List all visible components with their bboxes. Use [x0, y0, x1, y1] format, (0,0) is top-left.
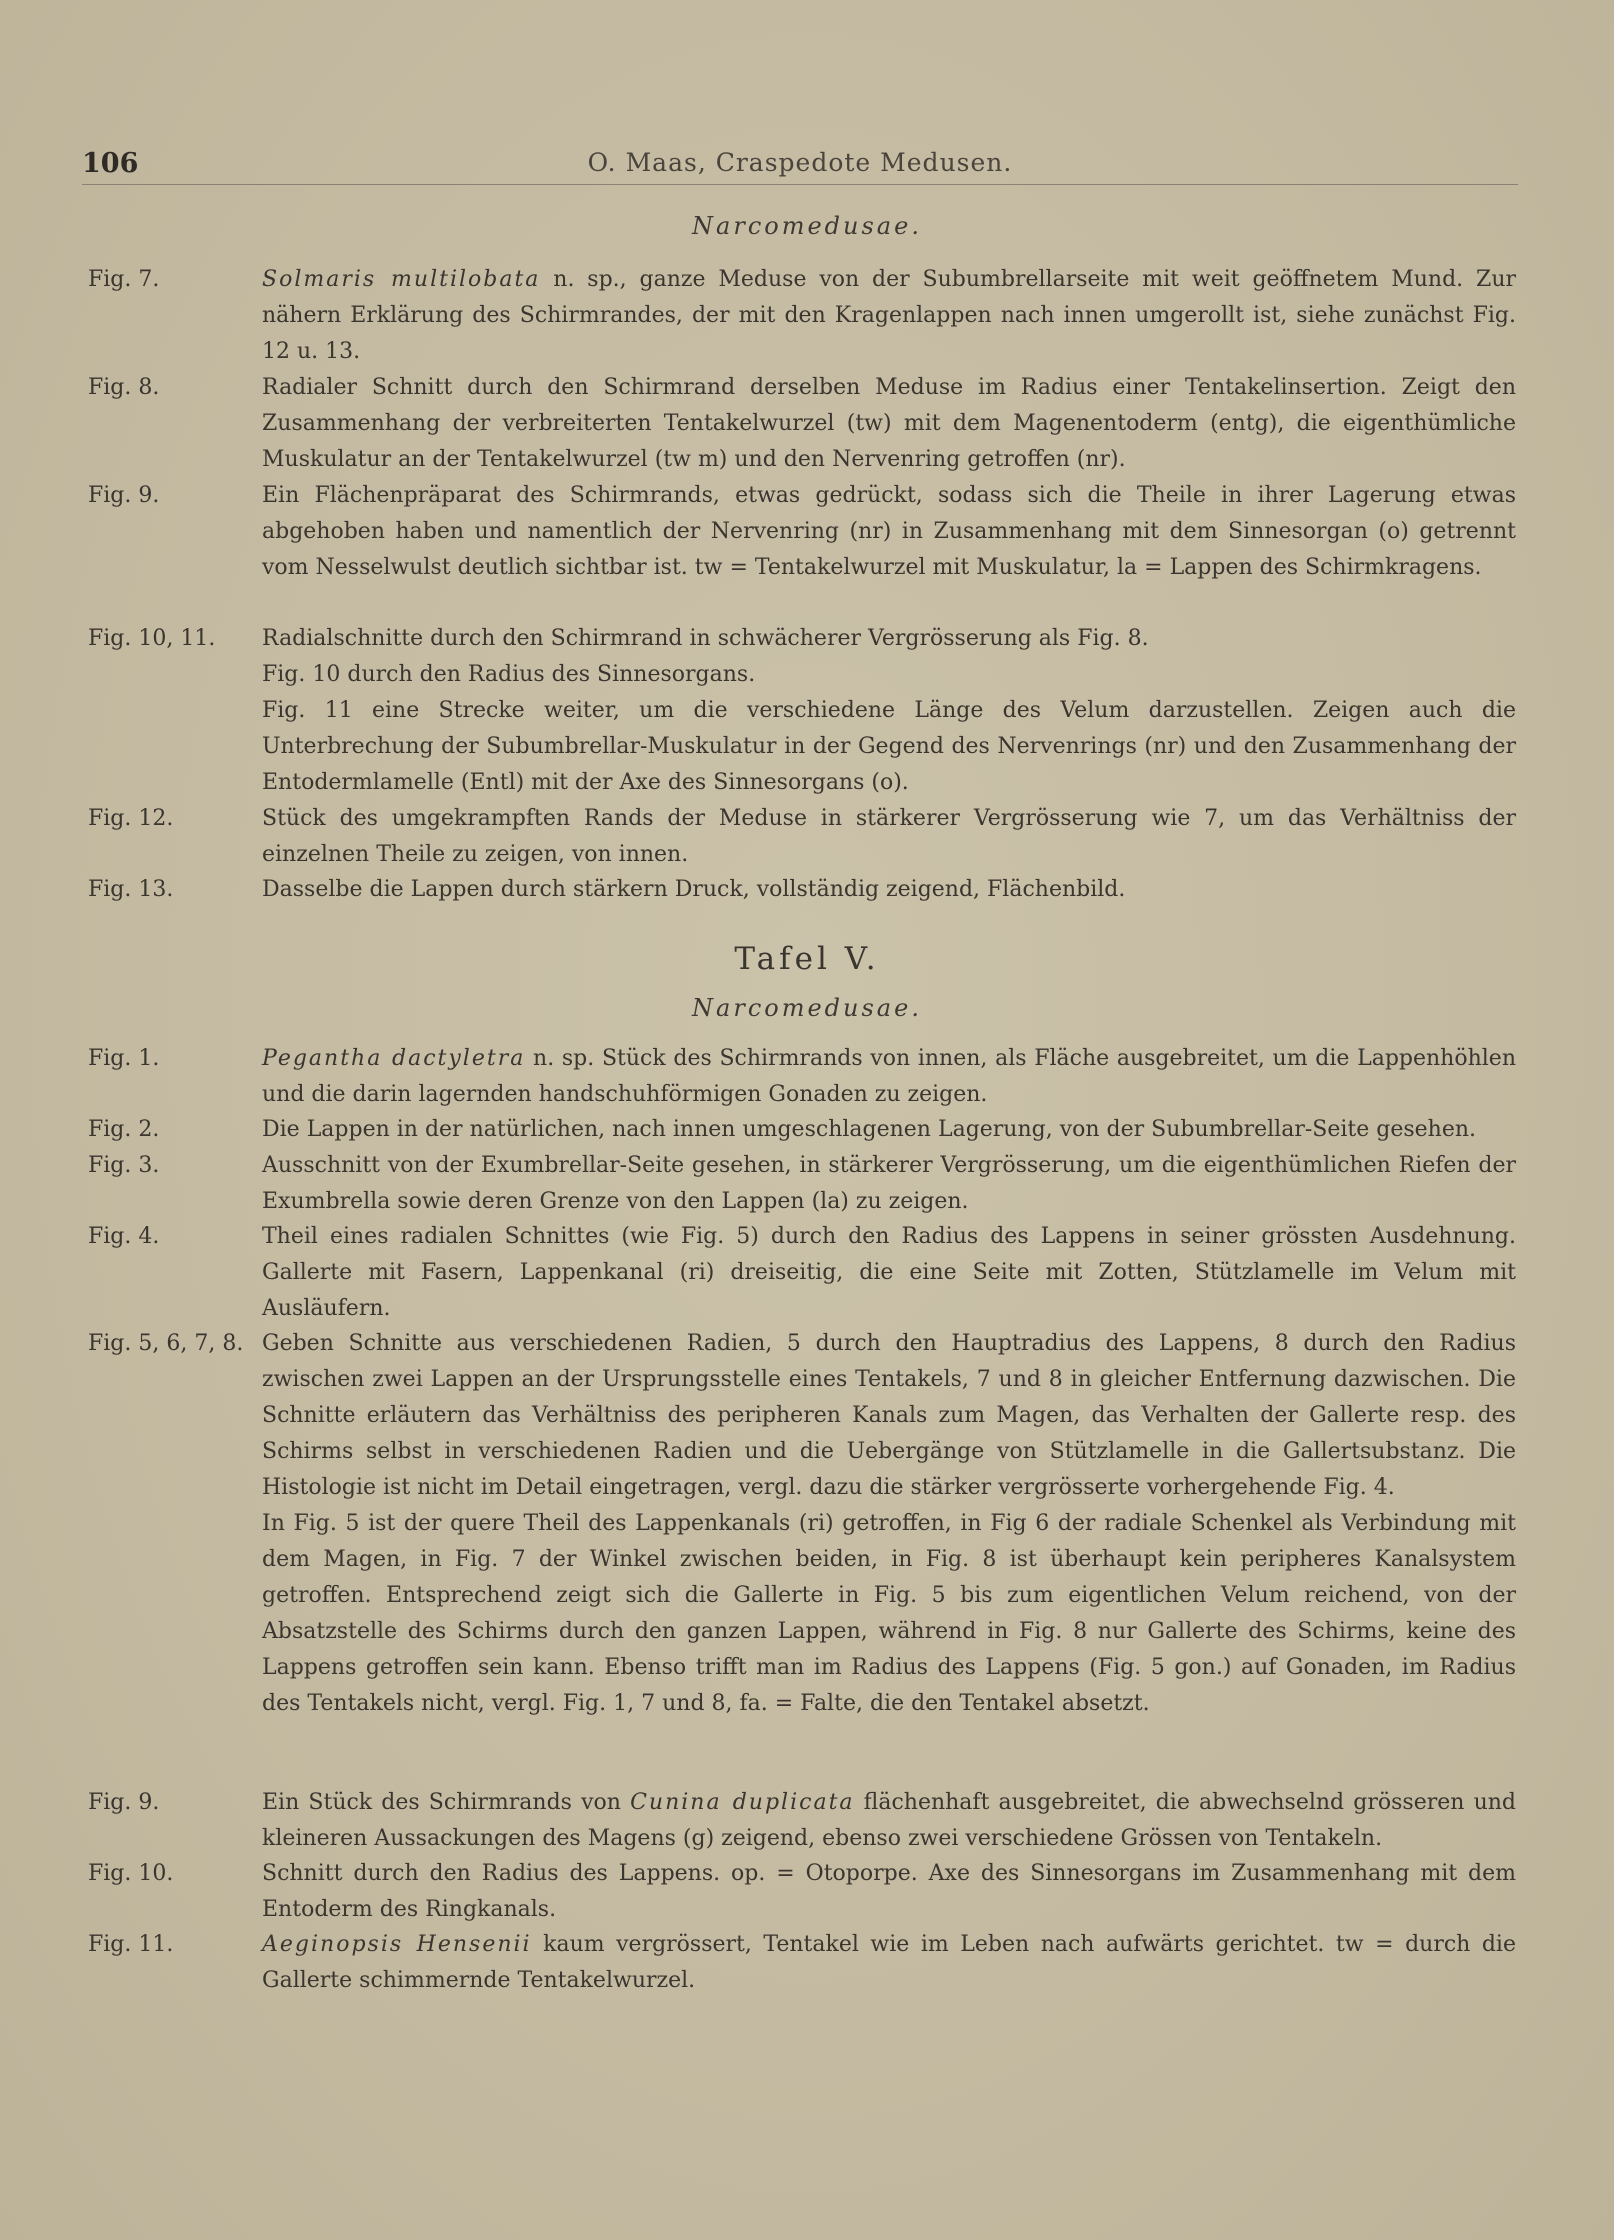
figure-caption: Solmaris multilobata n. sp., ganze Meduse von der Subumbrellarseite mit weit geöffnetem Mund. Zur nähern Erklärung des Schirmrandes, der mit den Kragenlappen nach innen umgerollt ist, siehe zunächst Fig. 12 u. 13.	[262, 267, 1517, 364]
plate-title: Tafel V.	[734, 941, 880, 977]
figure-caption: Die Lappen in der natürlichen, nach innen umgeschlagenen Lagerung, von der Subumbrellar-Seite gesehen.	[262, 1117, 1477, 1142]
figure-label: Fig. 9.	[88, 1790, 160, 1815]
figure-label: Fig. 1.	[88, 1046, 160, 1071]
figure-caption: Stück des umgekrampften Rands der Meduse in stärkerer Vergrösserung wie 7, um das Verhältniss der einzelnen Theile zu zeigen, von innen.	[262, 806, 1516, 867]
figure-label: Fig. 7.	[88, 267, 160, 292]
species-name: Aeginopsis Hensenii	[262, 1932, 532, 1957]
figure-caption: Radialschnitte durch den Schirmrand in schwächerer Vergrösserung als Fig. 8. Fig. 10 durch den Radius des Sinnesorgans. Fig. 11 eine Strecke weiter, um die verschiedene Länge des Velum darzustellen. Zeigen auch die Unterbrechung der Subumbrellar-Muskulatur in der Gegend des Nervenrings (nr) und den Zusammenhang der Entodermlamelle (Entl) mit der Axe des Sinnesorgans (o).	[262, 626, 1516, 795]
species-name: Solmaris multilobata	[262, 267, 541, 292]
figure-caption: Ein Stück des Schirmrands von Cunina duplicata flächenhaft ausgebreitet, die abwechselnd grösseren und kleineren Aussackungen des Magens (g) zeigend, ebenso zwei verschiedene Grössen von Tentakeln.	[262, 1790, 1516, 1851]
figure-caption: Pegantha dactyletra n. sp. Stück des Schirmrands von innen, als Fläche ausgebreitet, um die Lappenhöhlen und die darin lagernden handschuhförmigen Gonaden zu zeigen.	[262, 1046, 1516, 1107]
figure-caption: Dasselbe die Lappen durch stärkern Druck, vollständig zeigend, Flächenbild.	[262, 877, 1126, 902]
figure-label: Fig. 10, 11.	[88, 626, 216, 651]
figure-label: Fig. 8.	[88, 375, 160, 400]
species-name: Pegantha dactyletra	[262, 1046, 526, 1071]
figure-caption: Ausschnitt von der Exumbrellar-Seite gesehen, in stärkerer Vergrösserung, um die eigenthümlichen Riefen der Exumbrella sowie deren Grenze von den Lappen (la) zu zeigen.	[262, 1153, 1516, 1214]
page-number: 106	[82, 148, 139, 179]
section-heading: Narcomedusae.	[692, 994, 922, 1022]
figure-label: Fig. 12.	[88, 806, 174, 831]
page-header	[82, 148, 1518, 185]
figure-caption: Radialer Schnitt durch den Schirmrand derselben Meduse im Radius einer Tentakelinsertion. Zeigt den Zusammenhang der verbreiterten Tentakelwurzel (tw) mit dem Magenentoderm (entg), die eigenthümliche Muskulatur an der Tentakelwurzel (tw m) und den Nervenring getroffen (nr).	[262, 375, 1516, 472]
figure-label: Fig. 3.	[88, 1153, 160, 1178]
species-name: Cunina duplicata	[630, 1790, 855, 1815]
figure-label: Fig. 2.	[88, 1117, 160, 1142]
running-head: O. Maas, Craspedote Medusen.	[587, 148, 1013, 177]
figure-label: Fig. 5, 6, 7, 8.	[88, 1331, 244, 1356]
figure-label: Fig. 11.	[88, 1932, 174, 1957]
section-heading: Narcomedusae.	[692, 212, 922, 240]
figure-label: Fig. 4.	[88, 1224, 160, 1249]
figure-caption: Ein Flächenpräparat des Schirmrands, etwas gedrückt, sodass sich die Theile in ihrer Lagerung etwas abgehoben haben und namentlich der Nervenring (nr) in Zusammenhang mit dem Sinnesorgan (o) getrennt vom Nesselwulst deutlich sichtbar ist. tw = Tentakelwurzel mit Muskulatur, la = Lappen des Schirmkragens.	[262, 483, 1516, 580]
figure-caption: Geben Schnitte aus verschiedenen Radien, 5 durch den Hauptradius des Lappens, 8 durch den Radius zwischen zwei Lappen an der Ursprungsstelle eines Tentakels, 7 und 8 in gleicher Entfernung dazwischen. Die Schnitte erläutern das Verhältniss des peripheren Kanals zum Magen, das Verhalten der Gallerte resp. des Schirms selbst in verschiedenen Radien und die Uebergänge von Stützlamelle in die Gallertsubstanz. Die Histologie ist nicht im Detail eingetragen, vergl. dazu die stärker vergrösserte vorhergehende Fig. 4. In Fig. 5 ist der quere Theil des Lappenkanals (ri) getroffen, in Fig 6 der radiale Schenkel als Verbindung mit dem Magen, in Fig. 7 der Winkel zwischen beiden, in Fig. 8 ist überhaupt kein peripheres Kanalsystem getroffen. Entsprechend zeigt sich die Gallerte in Fig. 5 bis zum eigentlichen Velum reichend, von der Absatzstelle des Schirms durch den ganzen Lappen, während in Fig. 8 nur Gallerte des Schirms, keine des Lappens getroffen sein kann. Ebenso trifft man im Radius des Lappens (Fig. 5 gon.) auf Gonaden, im Radius des Tentakels nicht, vergl. Fig. 1, 7 und 8, fa. = Falte, die den Tentakel absetzt.	[262, 1331, 1516, 1716]
figure-label: Fig. 10.	[88, 1861, 174, 1886]
figure-label: Fig. 13.	[88, 877, 174, 902]
figure-caption: Schnitt durch den Radius des Lappens. op. = Otoporpe. Axe des Sinnesorgans im Zusammenhang mit dem Entoderm des Ringkanals.	[262, 1861, 1516, 1922]
figure-caption: Aeginopsis Hensenii kaum vergrössert, Tentakel wie im Leben nach aufwärts gerichtet. tw = durch die Gallerte schimmernde Tentakelwurzel.	[262, 1932, 1516, 1993]
figure-label: Fig. 9.	[88, 483, 160, 508]
figure-caption: Theil eines radialen Schnittes (wie Fig. 5) durch den Radius des Lappens in seiner grössten Ausdehnung. Gallerte mit Fasern, Lappenkanal (ri) dreiseitig, die eine Seite mit Zotten, Stützlamelle im Velum mit Ausläufern.	[262, 1224, 1516, 1321]
